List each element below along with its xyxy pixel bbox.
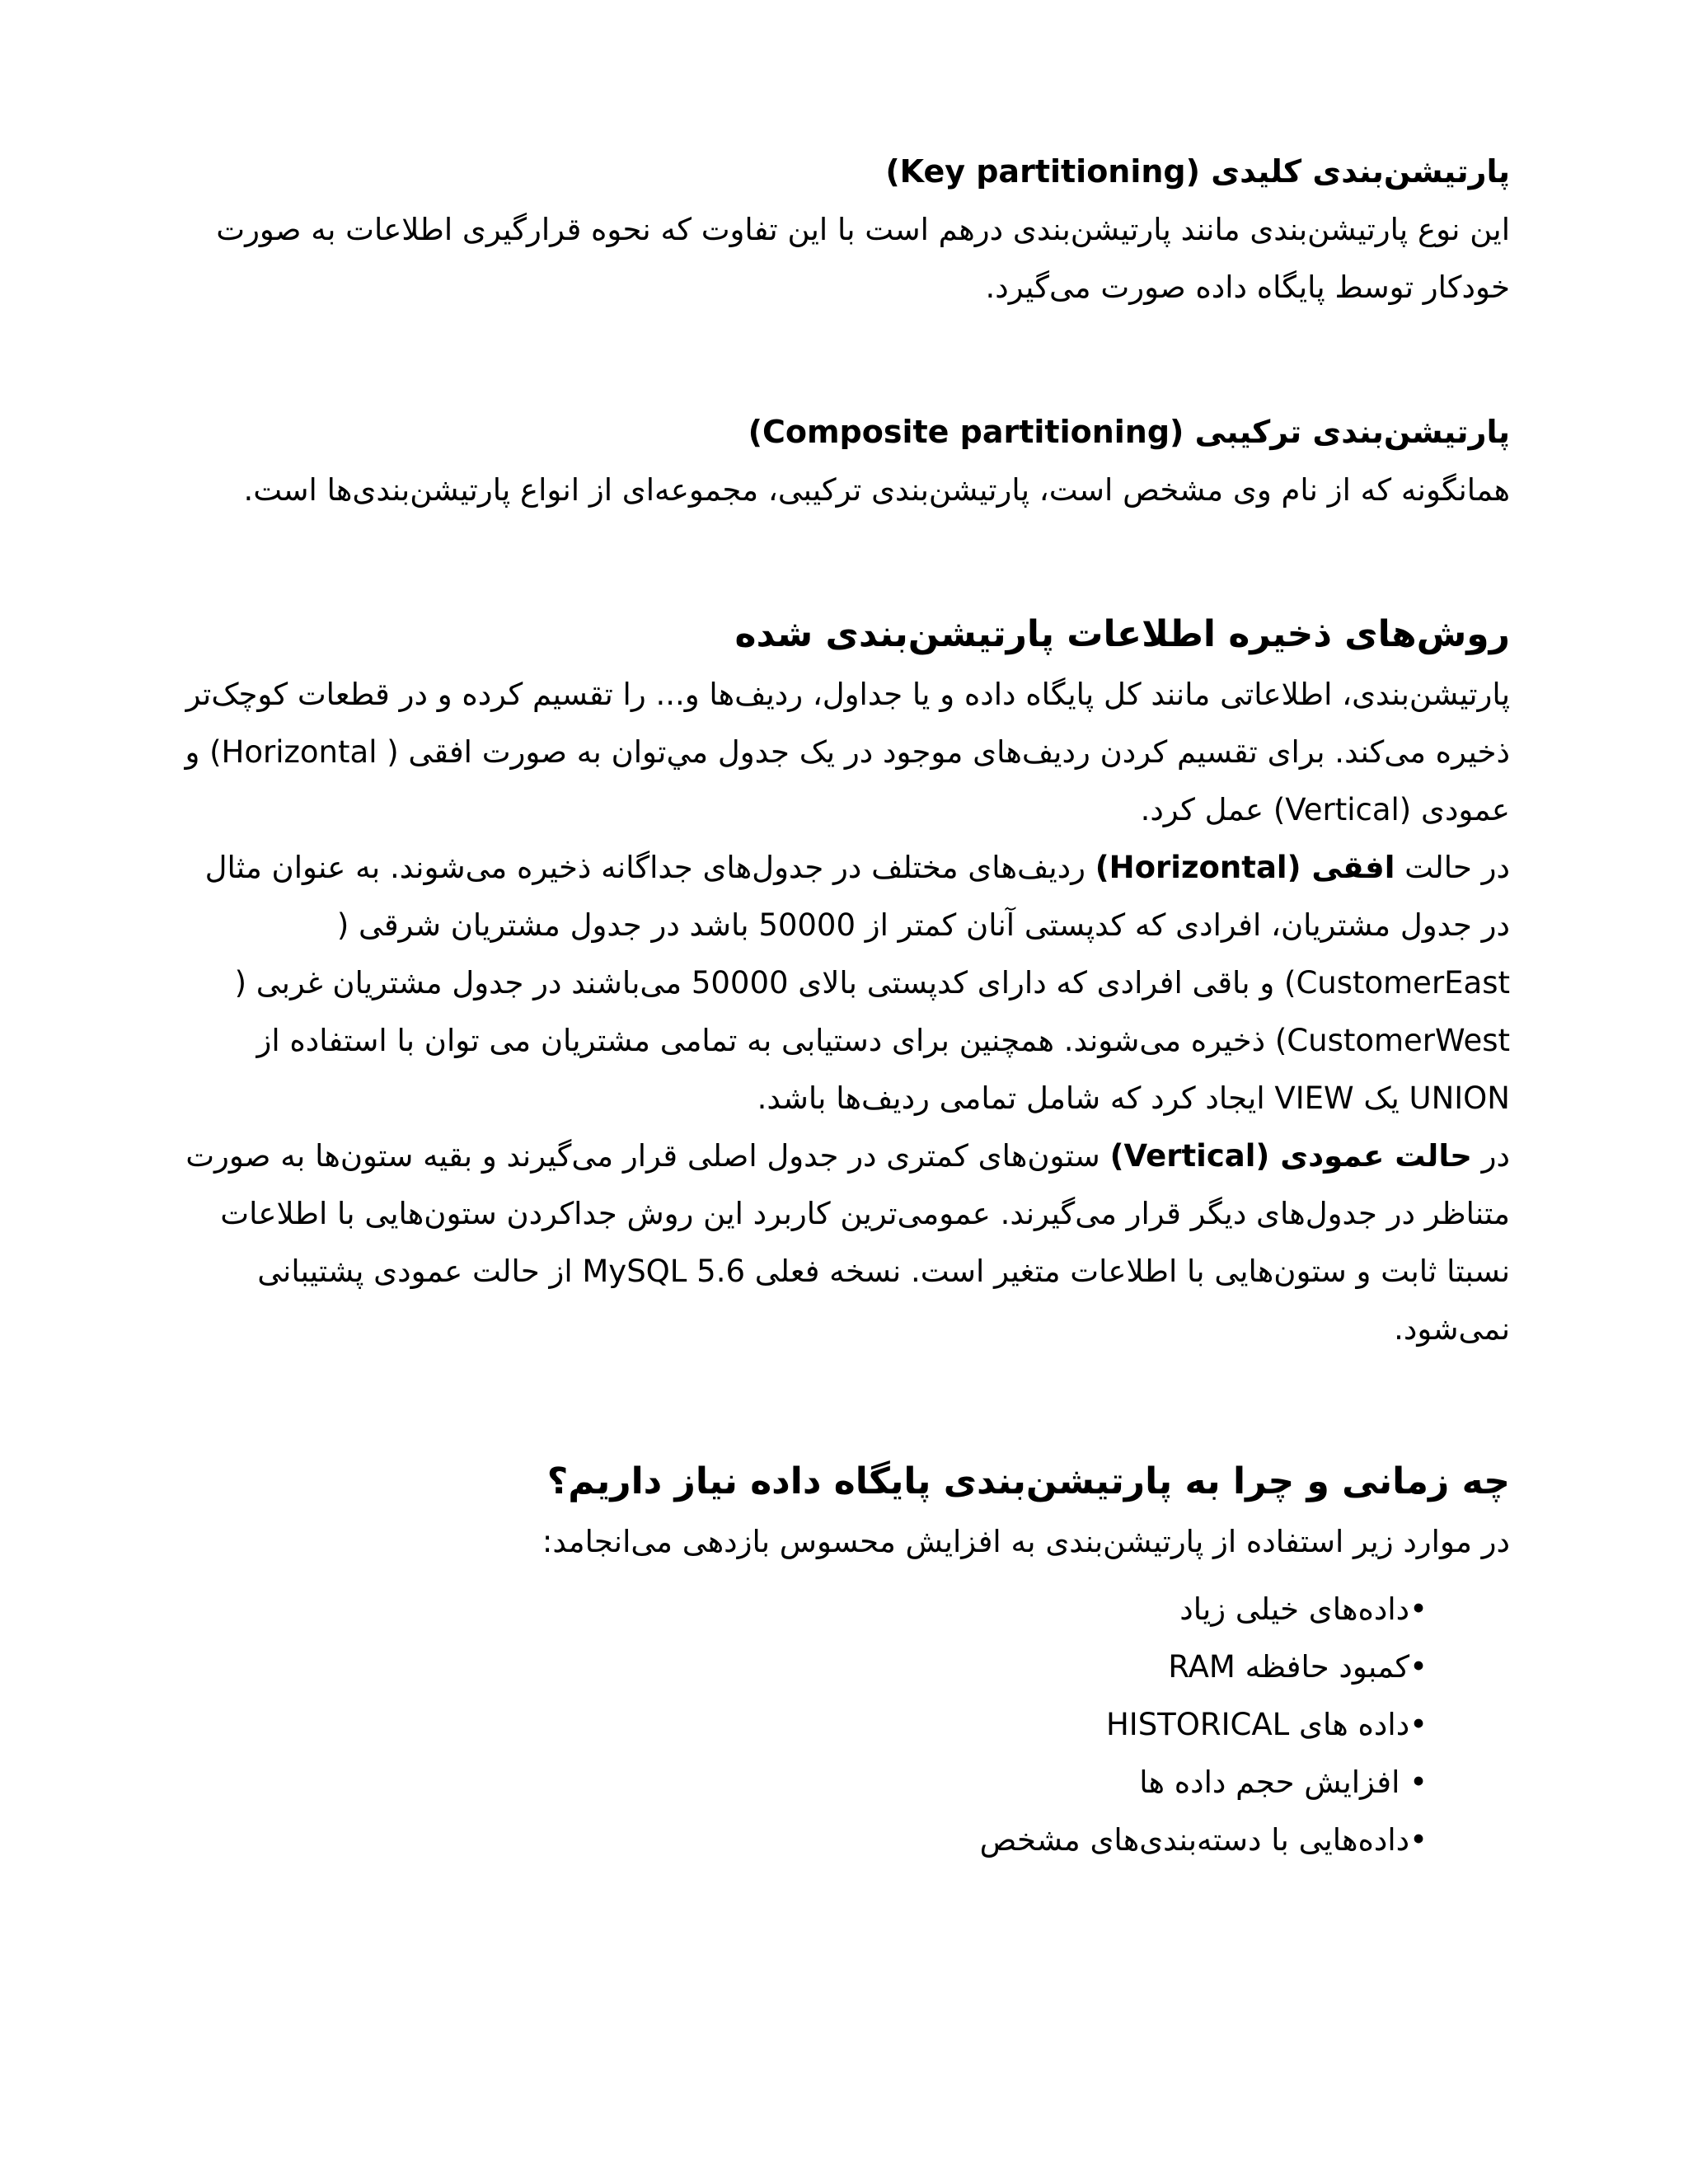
composite-partitioning-heading xyxy=(181,409,1510,455)
storage-methods-paragraph-1: پارتیشن‌بندی، اطلاعاتی مانند کل پایگاه داده و یا جداول، ردیف‌ها و... را تقسیم کرده و در قطعات کوچک‌تر ذخیره می‌کند. برای تقسیم کردن ردیف‌های موجود در یک جدول مي‌توان به صورت افقی ( Horizontal) و عمودی (Vertical) عمل کرد. xyxy=(185,677,1510,827)
when-why-intro: در موارد زیر استفاده از پارتیشن‌بندی به افزایش محسوس بازدهی می‌انجامد: xyxy=(542,1524,1510,1559)
composite-partitioning-body: همانگونه که از نام وی مشخص است، پارتیشن‌بندی ترکیبی، مجموعه‌ای از انواع پارتیشن‌بندی‌ها است. xyxy=(243,472,1510,508)
list-item: •داده‌های خیلی زیاد xyxy=(1179,1591,1428,1627)
benefits-list xyxy=(181,1581,1510,1869)
vertical-bold-term: حالت عمودی (Vertical) xyxy=(1109,1138,1472,1174)
horizontal-bold-term: افقی (Horizontal) xyxy=(1095,850,1395,885)
list-item: • افزایش حجم داده ها xyxy=(1139,1765,1428,1800)
horizontal-body: ردیف‌های مختلف در جدول‌های جداگانه ذخیره می‌شوند. به عنوان مثال در جدول مشتریان، افرادی که کدپستی آنان کمتر از 50000 باشد در جدول مشتریان شرقی ( CustomerEast) و باقی افرادی که دارای کدپستی بالای 50000 می‌باشند در جدول مشتریان غربی ( CustomerWest) ذخیره می‌شوند. همچنین برای دستیابی به تمامی مشتریان می توان با استفاده از UNION یک VIEW ایجاد کرد که شامل تمامی ردیف‌ها باشد. xyxy=(204,850,1510,1116)
list-item: •کمبود حافظه RAM xyxy=(1168,1649,1428,1685)
key-partitioning-heading-fa: پارتیشن‌بندی کلیدی xyxy=(1211,153,1510,190)
when-why-heading: چه زمانی و چرا به پارتیشن‌بندی پایگاه داده نیاز داریم؟ xyxy=(546,1460,1510,1502)
vertical-prefix: در xyxy=(1481,1138,1510,1174)
composite-partitioning-heading-en: (Composite partitioning) xyxy=(748,414,1184,450)
horizontal-prefix: در حالت xyxy=(1404,850,1510,885)
document-page xyxy=(181,148,1510,1869)
storage-methods-heading: روش‌های ذخیره اطلاعات پارتیشن‌بندی شده xyxy=(734,613,1510,655)
storage-methods-paragraph-horizontal xyxy=(181,839,1510,1127)
storage-methods-paragraph-vertical xyxy=(181,1127,1510,1358)
key-partitioning-body: این نوع پارتیشن‌بندی مانند پارتیشن‌بندی درهم است با این تفاوت که نحوه قرارگیری اطلاعات به صورت خودکار توسط پایگاه داده صورت می‌گیرد. xyxy=(216,212,1510,305)
list-item: •داده های HISTORICAL xyxy=(1105,1707,1428,1742)
list-item: •داده‌هایی با دسته‌بندی‌های مشخص xyxy=(979,1822,1428,1858)
key-partitioning-heading xyxy=(181,148,1510,194)
key-partitioning-heading-en: (Key partitioning) xyxy=(885,153,1201,190)
vertical-body: ستون‌های کمتری در جدول اصلی قرار می‌گیرند و بقیه ستون‌ها به صورت متناظر در جدول‌های دیگر قرار می‌گیرند. عمومی‌ترین کاربرد این روش جداکردن ستون‌هایی با اطلاعات نسبتا ثابت و ستون‌هایی با اطلاعات متغیر است. نسخه فعلی MySQL 5.6 از حالت عمودی پشتیبانی نمی‌شود. xyxy=(185,1138,1510,1347)
composite-partitioning-heading-fa: پارتیشن‌بندی ترکیبی xyxy=(1194,414,1510,450)
